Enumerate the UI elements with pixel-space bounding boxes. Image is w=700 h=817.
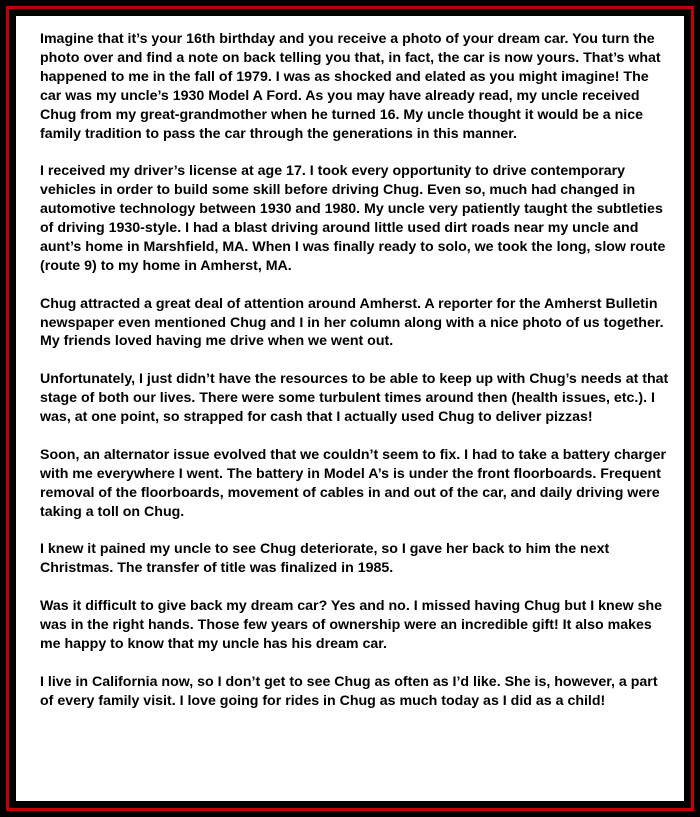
paragraph-8: I live in California now, so I don’t get to see Chug as often as I’d like. She is, however, a part of every family visit. I love going for rides in Chug as much today as I did as a child! [40, 673, 658, 709]
inner-black-border [12, 12, 688, 805]
paragraph-6: I knew it pained my uncle to see Chug deteriorate, so I gave her back to him the next Christmas. The transfer of title was finalized in 1985. [40, 541, 610, 577]
paragraph-5: Soon, an alternator issue evolved that we couldn’t seem to fix. I had to take a battery charger with me everywhere I went. The battery in Model A’s is under the front floorboards. Frequent removal of the floorboards, movement of cables in and out of the car, and daily driving were taking a toll on Chug. [40, 446, 666, 520]
page [16, 16, 684, 801]
story-text [40, 30, 670, 729]
paragraph-2: I received my driver’s license at age 17. I took every opportunity to drive contemporary vehicles in order to build some skill before driving Chug. Even so, much had changed in automotive technology between 1930 and 1980. My uncle very patiently taught the subtleties of driving 1930-style. I had a blast driving around little used dirt roads near my uncle and aunt’s home in Marshfield, MA. When I was finally ready to solo, we took the long, slow route (route 9) to my home in Amherst, MA. [40, 163, 666, 274]
paragraph-7: Was it difficult to give back my dream car? Yes and no. I missed having Chug but I knew she was in the right hands. Those few years of ownership were an incredible gift! It also makes me happy to know that my uncle has his dream car. [40, 598, 663, 652]
paragraph-1: Imagine that it’s your 16th birthday and you receive a photo of your dream car. You turn the photo over and find a note on back telling you that, in fact, the car is now yours. That’s what happened to me in the fall of 1979. I was as shocked and elated as you might imagine! The car was my uncle’s 1930 Model A Ford. As you may have already read, my uncle received Chug from my great-grandmother when he turned 16. My uncle thought it would be a nice family tradition to pass the car through the generations in this manner. [40, 31, 661, 142]
paragraph-3: Chug attracted a great deal of attention around Amherst. A reporter for the Amherst Bulletin newspaper even mentioned Chug and I in her column along with a nice photo of us together. My friends loved having me drive when we went out. [40, 295, 664, 350]
red-border [6, 6, 694, 811]
paragraph-4: Unfortunately, I just didn’t have the resources to be able to keep up with Chug’s needs at that stage of both our lives. There were some turbulent times around then (health issues, etc.). I was, at one point, so strapped for cash that I actually used Chug to deliver pizzas! [40, 371, 669, 426]
